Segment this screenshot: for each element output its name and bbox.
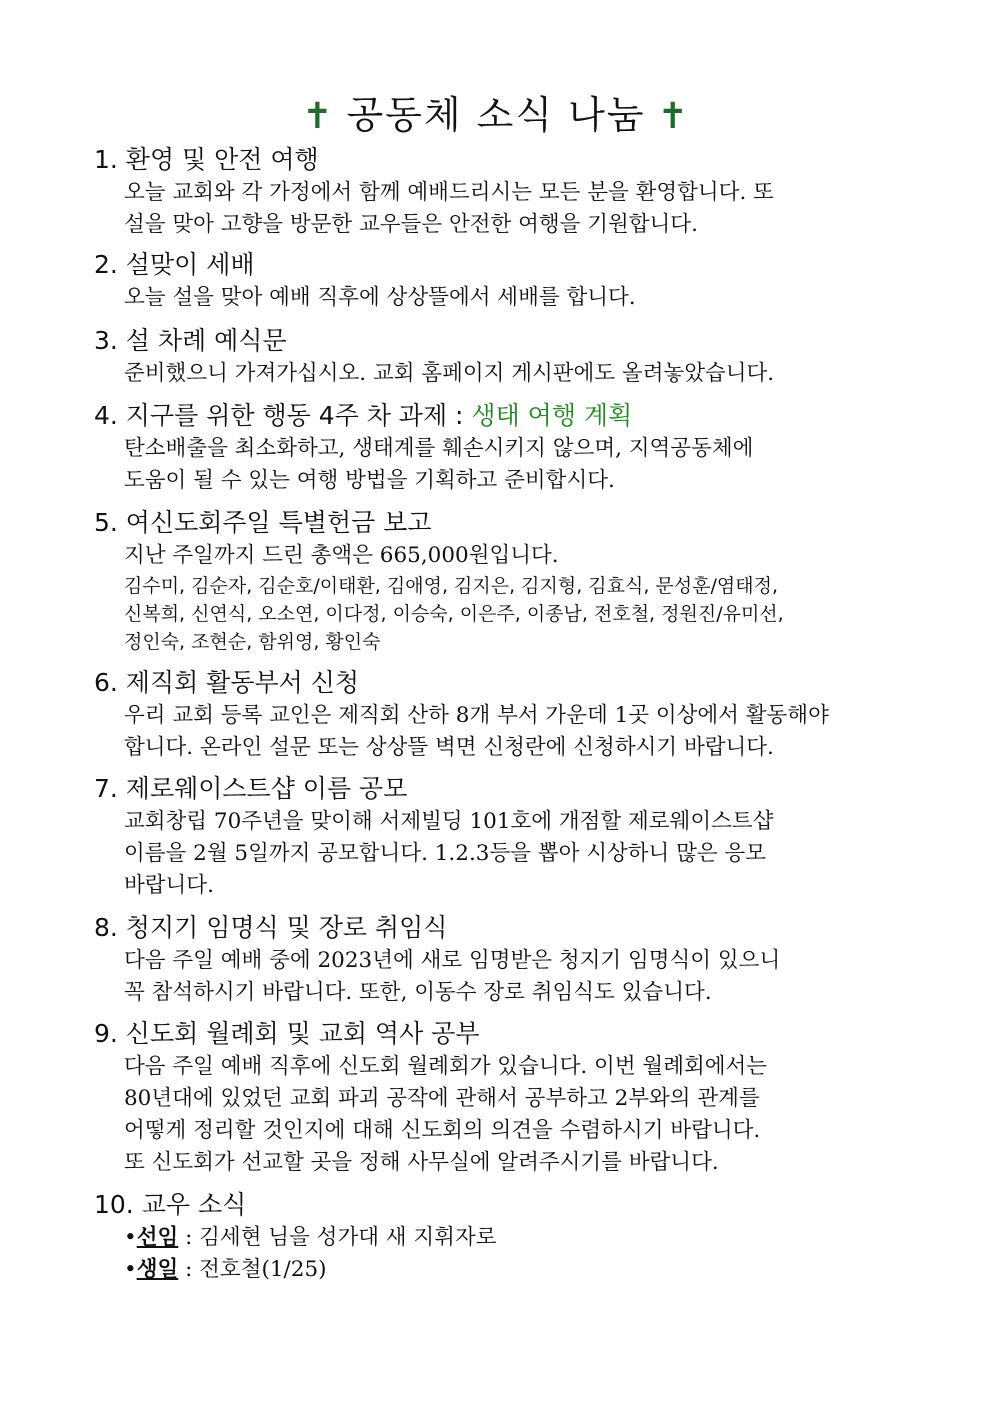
section-welcome <box>94 143 904 241</box>
body-line: 꼭 참석하시기 바랍니다. 또한, 이동수 장로 취임식도 있습니다. <box>124 980 712 1005</box>
body-line: 교회창립 70주년을 맞이해 서제빌딩 101호에 개점할 제로웨이스트샵 <box>124 809 774 834</box>
body-line: 다음 주일 예배 중에 2023년에 새로 임명받은 청지기 임명식이 있으니 <box>124 948 781 973</box>
body-line: 또 신도회가 선교할 곳을 정해 사무실에 알려주시기를 바랍니다. <box>124 1150 719 1175</box>
section-ritual-text <box>94 324 904 390</box>
latin-cross-icon: ✝ <box>657 96 690 137</box>
body-line: 탄소배출을 최소화하고, 생태계를 훼손시키지 않으며, 지역공동체에 <box>124 436 754 461</box>
section-earth-action <box>94 399 904 497</box>
section-heading: 5. 여신도회주일 특별헌금 보고 <box>94 508 432 537</box>
body-line: 합니다. 온라인 설문 또는 상상뜰 벽면 신청란에 신청하시기 바랍니다. <box>124 735 774 760</box>
names-line: 신복희, 신연식, 오소연, 이다정, 이승숙, 이은주, 이종남, 전호철, 정원진/유미선, <box>124 603 784 625</box>
heading-highlight: 생태 여행 계획 <box>471 401 633 430</box>
section-committee-signup <box>94 666 904 764</box>
section-heading: 8. 청지기 임명식 및 장로 취임식 <box>94 913 448 942</box>
names-line: 정인숙, 조현순, 함위영, 황인숙 <box>124 631 381 653</box>
separator: : <box>178 1257 200 1282</box>
section-installation <box>94 911 904 1009</box>
section-heading: 2. 설맞이 세배 <box>94 250 255 279</box>
news-item <box>124 1254 904 1286</box>
section-body <box>124 177 904 241</box>
section-heading: 1. 환영 및 안전 여행 <box>94 145 319 174</box>
section-body <box>124 282 904 314</box>
news-text: 김세현 님을 성가대 새 지휘자로 <box>199 1225 497 1250</box>
page-title <box>0 92 992 140</box>
body-line: 우리 교회 등록 교인은 제직회 산하 8개 부서 가운데 1곳 이상에서 활동해야 <box>124 703 829 728</box>
body-line: 다음 주일 예배 직후에 신도회 월례회가 있습니다. 이번 월례회에서는 <box>124 1054 768 1079</box>
section-offering-report <box>94 506 904 656</box>
body-line: 어떻게 정리할 것인지에 대해 신도회의 의견을 수렴하시기 바랍니다. <box>124 1118 761 1143</box>
section-monthly-meeting <box>94 1017 904 1179</box>
section-heading: 6. 제직회 활동부서 신청 <box>94 668 360 697</box>
page-title-text: 공동체 소식 나눔 <box>346 93 646 137</box>
section-body <box>124 540 904 572</box>
section-heading: 9. 신도회 월례회 및 교회 역사 공부 <box>94 1019 480 1048</box>
section-body <box>124 700 904 764</box>
separator: : <box>178 1225 200 1250</box>
body-line: 이름을 2월 5일까지 공모합니다. 1.2.3등을 뽑아 시상하니 많은 응모 <box>124 841 767 866</box>
body-line: 지난 주일까지 드린 총액은 665,000원입니다. <box>124 543 559 568</box>
news-item <box>124 1222 904 1254</box>
news-text: 전호철(1/25) <box>199 1257 327 1282</box>
section-shop-naming <box>94 772 904 902</box>
body-line: 준비했으니 가져가십시오. 교회 홈페이지 게시판에도 올려놓았습니다. <box>124 361 775 386</box>
section-heading: 3. 설 차례 예식문 <box>94 326 287 355</box>
body-line: 설을 맞아 고향을 방문한 교우들은 안전한 여행을 기원합니다. <box>124 212 698 237</box>
body-line: 80년대에 있었던 교회 파괴 공작에 관해서 공부하고 2부와의 관계를 <box>124 1086 760 1111</box>
section-body <box>124 806 904 902</box>
body-line: 오늘 설을 맞아 예배 직후에 상상뜰에서 세배를 합니다. <box>124 285 636 310</box>
body-line: 바랍니다. <box>124 873 214 898</box>
bullet: • <box>124 1225 137 1250</box>
section-body <box>124 358 904 390</box>
donor-names <box>124 572 904 656</box>
body-line: 도움이 될 수 있는 여행 방법을 기획하고 준비합시다. <box>124 468 615 493</box>
section-heading: 10. 교우 소식 <box>94 1190 247 1219</box>
bullet: • <box>124 1257 137 1282</box>
body-line: 오늘 교회와 각 가정에서 함께 예배드리시는 모든 분을 환영합니다. 또 <box>124 180 774 205</box>
news-label: 선임 <box>136 1225 179 1250</box>
latin-cross-icon: ✝ <box>302 96 335 137</box>
section-member-news <box>94 1188 904 1286</box>
section-heading: 7. 제로웨이스트샵 이름 공모 <box>94 774 408 803</box>
names-line: 김수미, 김순자, 김순호/이태환, 김애영, 김지은, 김지형, 김효식, 문성훈/염태정, <box>124 575 779 597</box>
news-label: 생일 <box>136 1257 179 1282</box>
section-body <box>124 433 904 497</box>
section-body <box>124 1222 904 1286</box>
section-heading <box>94 399 904 433</box>
section-new-year-bow <box>94 248 904 314</box>
heading-text: 4. 지구를 위한 행동 4주 차 과제 : <box>94 401 472 430</box>
section-body <box>124 945 904 1009</box>
section-body <box>124 1051 904 1179</box>
